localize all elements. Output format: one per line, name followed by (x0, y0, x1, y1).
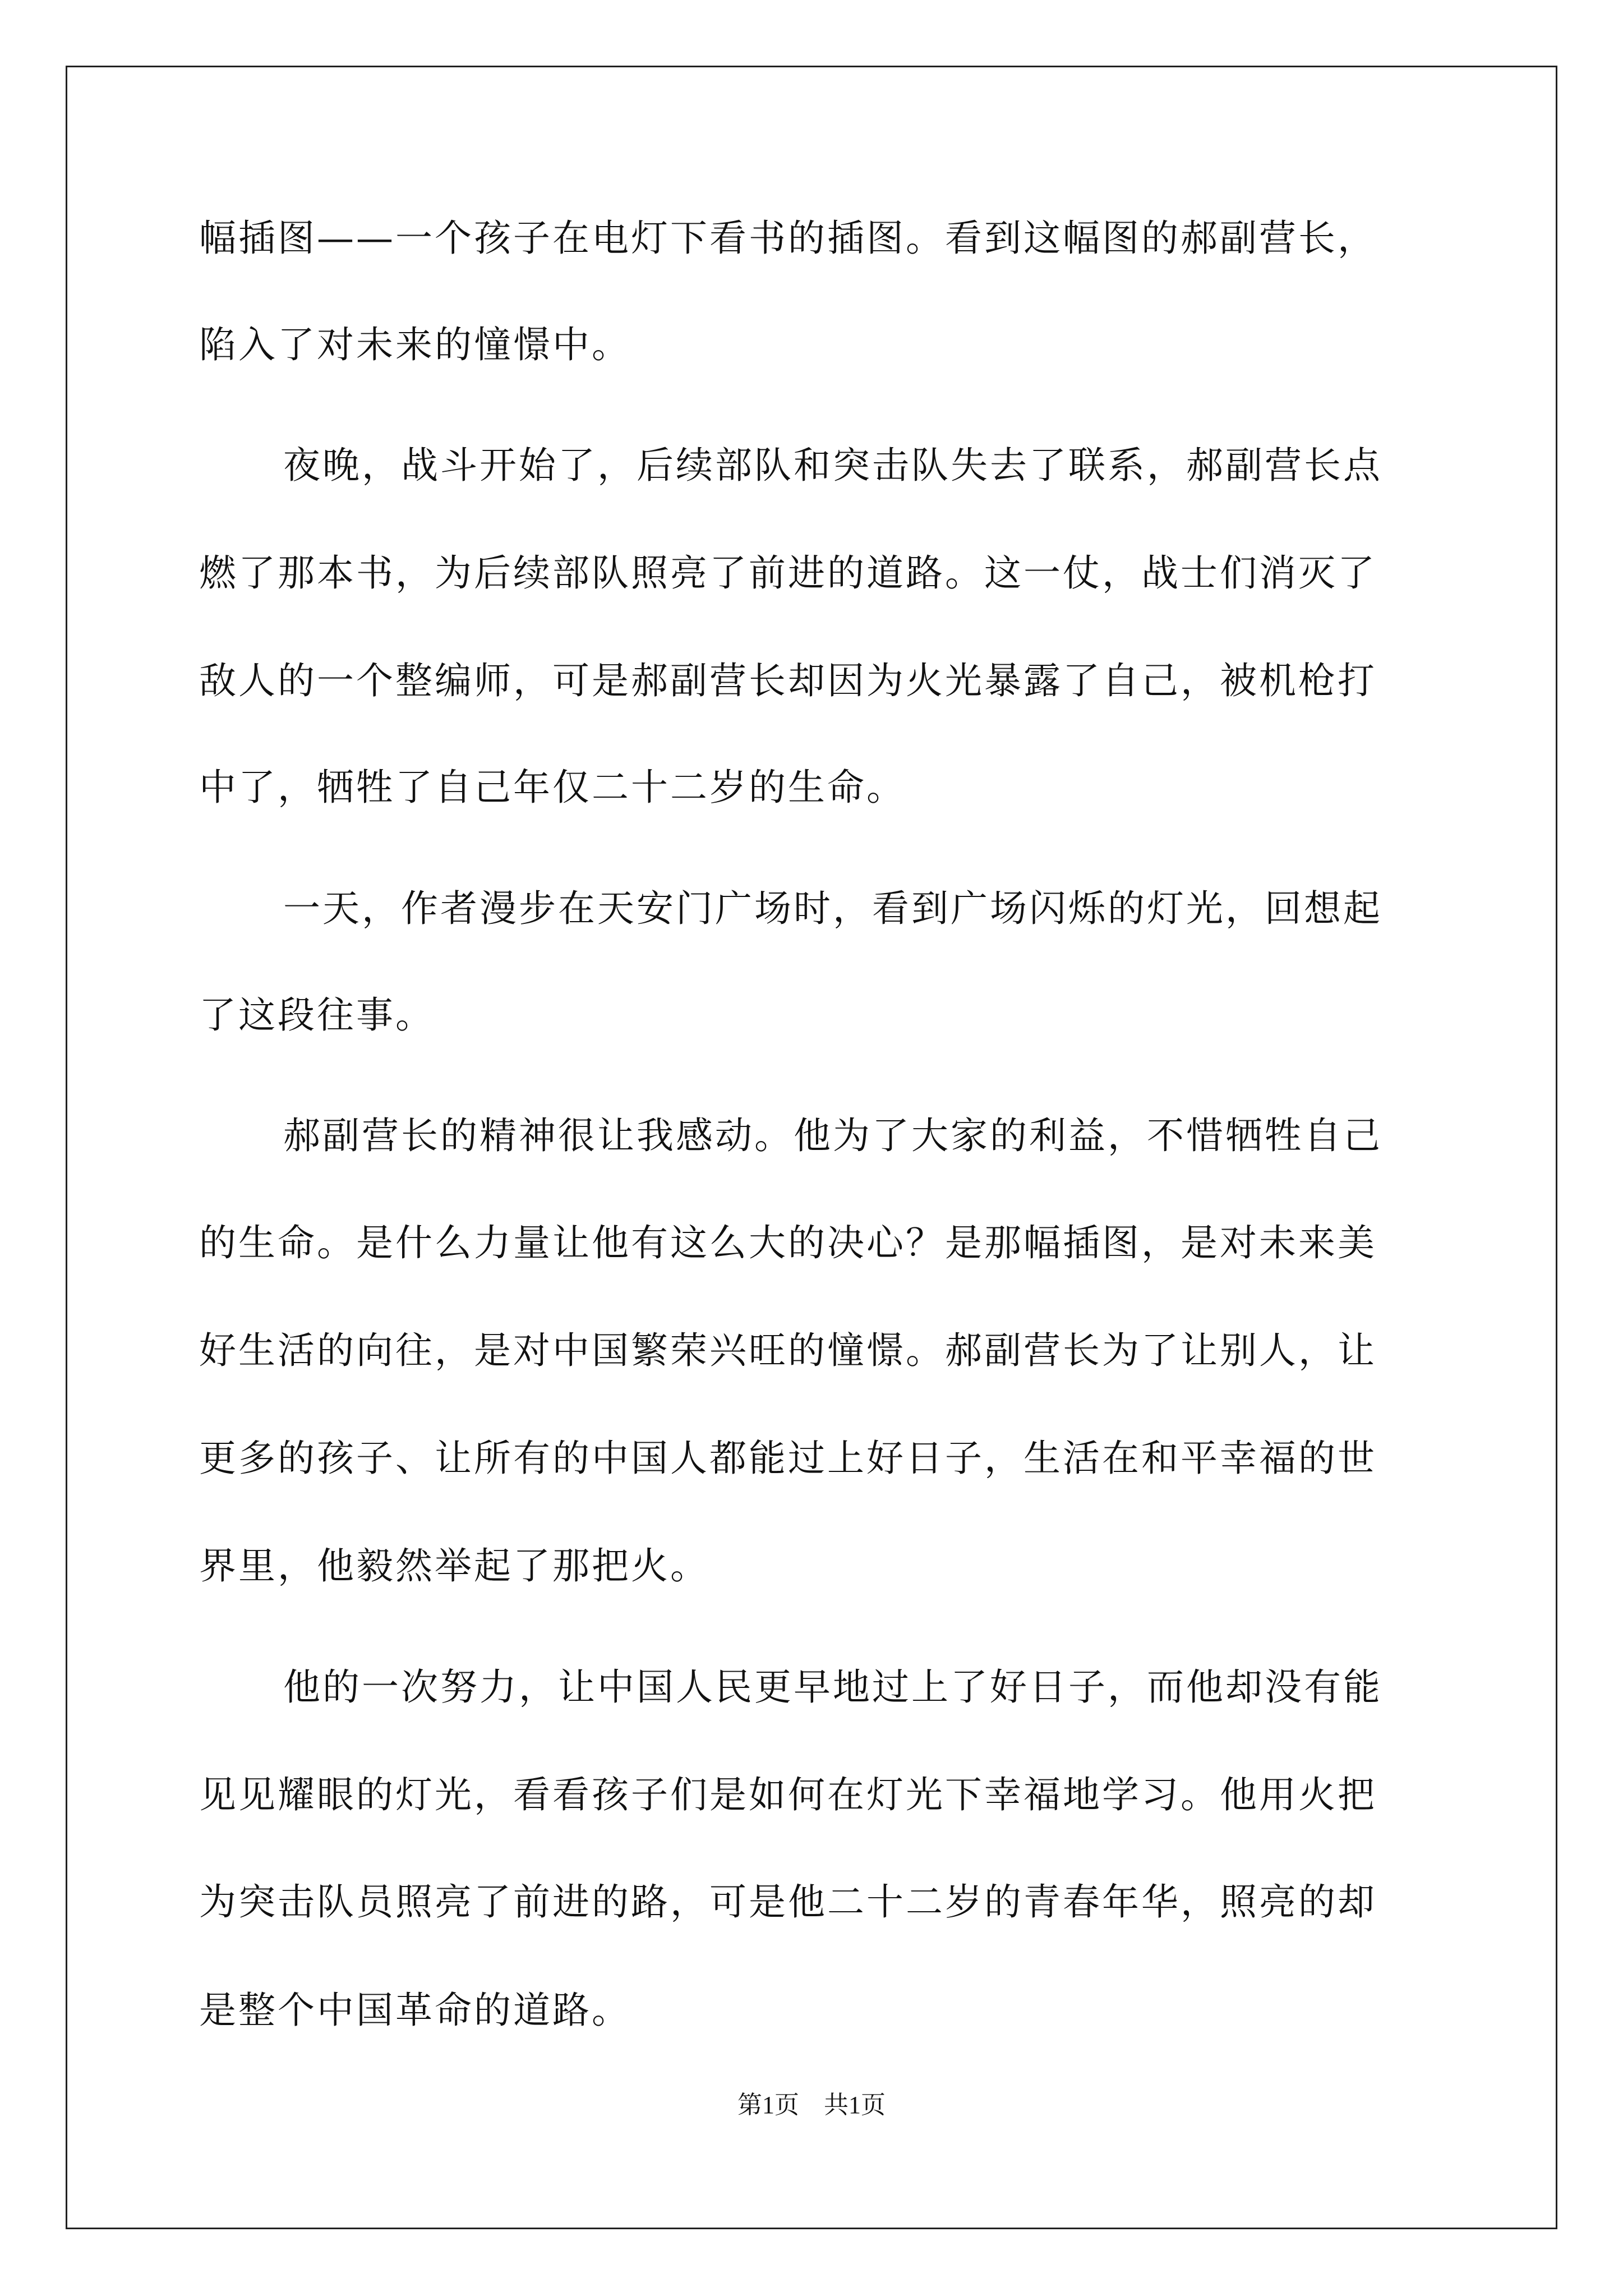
page-number-footer: 第1页 共1页 (737, 2091, 886, 2119)
text-line: 见见耀眼的灯光，看看孩子们是如何在灯光下幸福地学习。他用火把 (199, 1773, 1377, 1816)
text-line: 的生命。是什么力量让他有这么大的决心？是那幅插图，是对未来美 (199, 1221, 1377, 1264)
text-line: 中了，牺牲了自己年仅二十二岁的生命。 (199, 766, 906, 809)
text-line: 为突击队员照亮了前进的路，可是他二十二岁的青春年华，照亮的却 (199, 1880, 1377, 1924)
paragraph-first-line: 一天，作者漫步在天安门广场时，看到广场闪烁的灯光，回想起 (283, 887, 1382, 930)
text-line: 界里，他毅然举起了那把火。 (199, 1544, 709, 1588)
text-line: 是整个中国革命的道路。 (199, 1989, 631, 2032)
text-line: 幅插图——一个孩子在电灯下看书的插图。看到这幅图的郝副营长， (199, 217, 1377, 260)
text-line: 了这段往事。 (199, 993, 435, 1037)
paragraph-first-line: 夜晚，战斗开始了，后续部队和突击队失去了联系，郝副营长点 (283, 444, 1382, 487)
text-line: 燃了那本书，为后续部队照亮了前进的道路。这一仗，战士们消灭了 (199, 551, 1377, 595)
text-line: 敌人的一个整编师，可是郝副营长却因为火光暴露了自己，被机枪打 (199, 659, 1377, 702)
paragraph-first-line: 他的一次努力，让中国人民更早地过上了好日子，而他却没有能 (283, 1665, 1382, 1709)
text-line: 好生活的向往，是对中国繁荣兴旺的憧憬。郝副营长为了让别人，让 (199, 1329, 1377, 1372)
text-line: 陷入了对未来的憧憬中。 (199, 323, 631, 366)
paragraph-first-line: 郝副营长的精神很让我感动。他为了大家的利益，不惜牺牲自己 (283, 1114, 1382, 1157)
text-line: 更多的孩子、让所有的中国人都能过上好日子，生活在和平幸福的世 (199, 1437, 1377, 1480)
